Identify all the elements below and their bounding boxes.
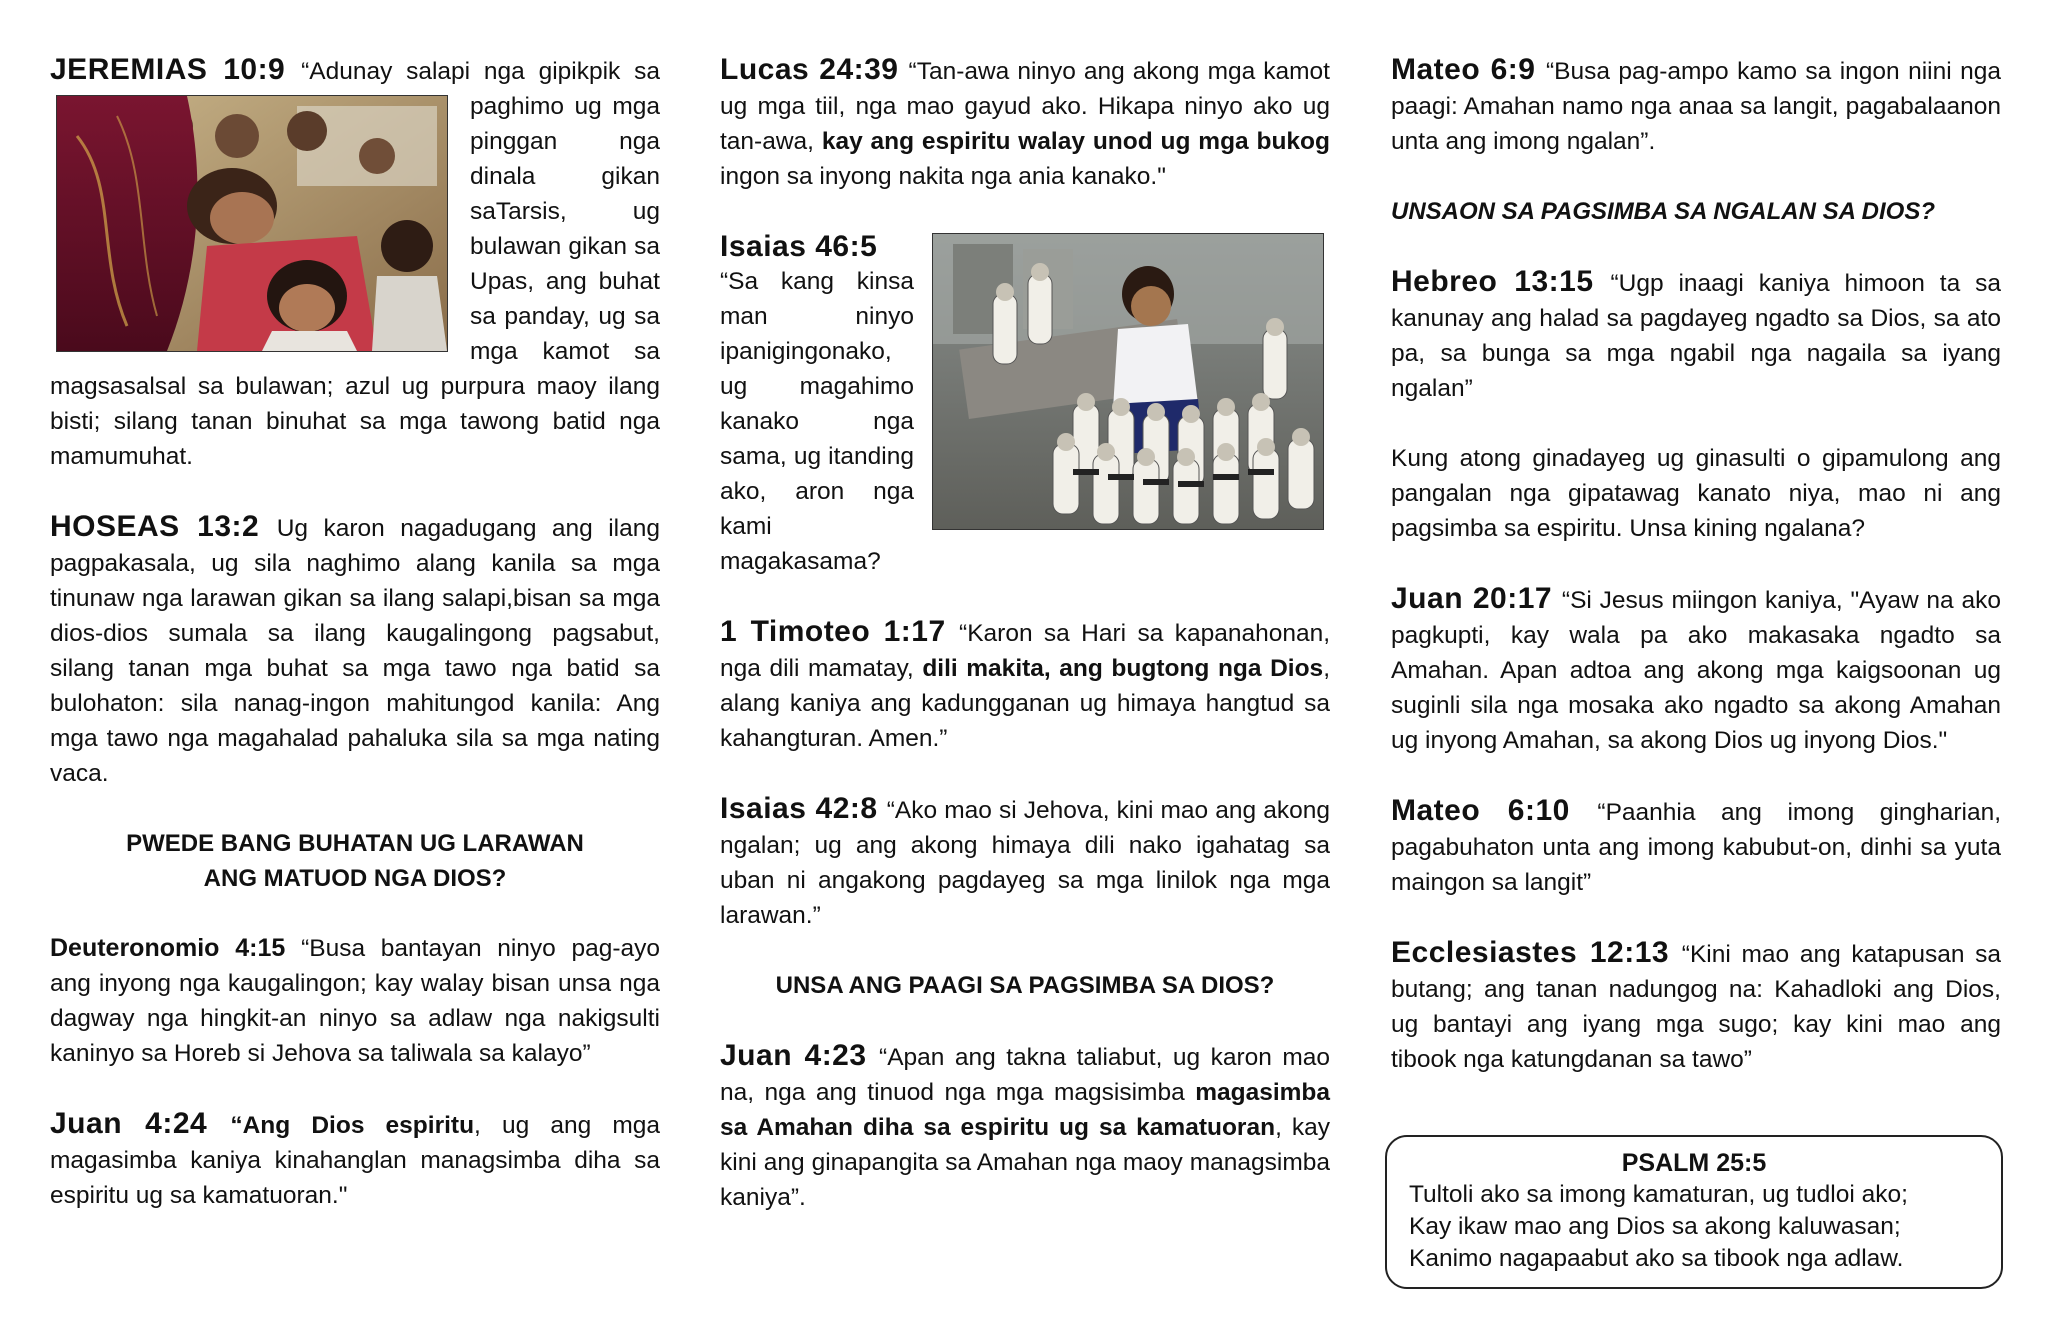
isaias-42-passage xyxy=(720,791,1330,933)
verse-text-hebreo: “Ugp inaagi kaniya himoon ta sa kanunay ang halad sa pagdayeg ngadto sa Dios, sa ato pa, sa bunga sa mga ngabil nga nagaila sa iyang ngalan” xyxy=(1391,270,2001,402)
section-heading-paagi: UNSA ANG PAAGI SA PAGSIMBA SA DIOS? xyxy=(775,972,1275,999)
verse-ref-mateo-6-10: Mateo 6:10 xyxy=(1391,794,1598,827)
column-right xyxy=(1391,52,2001,1112)
verse-text-lucas-1: “Tan-awa ninyo ang akong mga kamot ug mga tiil, nga mao gayud ako. Hikapa ninyo ako ug tan-awa, xyxy=(720,58,1330,155)
heading-line-2: ANG MATUOD NGA DIOS? xyxy=(203,865,507,892)
verse-text-isaias-42: “Ako mao si Jehova, kini mao ang akong ngalan; ug ang akong himaya dili nako igahatag sa uban ni angakong pagdayeg sa mga linilok nga mga larawan.” xyxy=(720,797,1330,929)
column-left xyxy=(50,52,660,1248)
verse-text-timoteo-1: “Karon sa Hari sa kapanahonan, nga dili mamatay, xyxy=(720,620,1331,682)
section-heading-larawan xyxy=(50,826,660,896)
verse-text-juan-4-23-1: “Apan ang takna taliabut, ug karon mao na, nga ang tinuod nga mga magsisimba xyxy=(720,1044,1330,1106)
psalm-line-2: Kay ikaw mao ang Dios sa akong kaluwasan; xyxy=(1409,1213,1901,1240)
verse-text-jeremias: “Adunay salapi nga gipikpik sa paghimo ug mga pinggan nga dinala gikan saTarsis, ug bulawan gikan sa Upas, ang buhat sa panday, ug sa mga kamot sa magsasalsal sa bulawan; azul ug purpura maoy ilang bisti; silang tanan binuhat sa mga tawong batid nga mamumuhat. xyxy=(50,58,660,470)
hebreo-passage xyxy=(1391,264,2001,406)
verse-ref-jeremias: JEREMIAS 10:9 xyxy=(50,53,302,86)
verse-bold-juan-4-24: “Ang Dios espiritu xyxy=(230,1112,475,1139)
verse-ref-hoseas: HOSEAS 13:2 xyxy=(50,510,277,543)
ecclesiastes-passage xyxy=(1391,935,2001,1077)
jeremias-passage xyxy=(50,52,660,474)
deuteronomio-passage xyxy=(50,931,660,1071)
verse-ref-lucas: Lucas 24:39 xyxy=(720,53,909,86)
verse-ref-hebreo: Hebreo 13:15 xyxy=(1391,265,1611,298)
psalm-box xyxy=(1385,1135,2003,1289)
psalm-line-1: Tultoli ako sa imong kamaturan, ug tudloi ako; xyxy=(1409,1181,1908,1208)
verse-text-deuteronomio: “Busa bantayan ninyo pag-ayo ang inyong nga kaugalingon; kay walay bisan unsa nga dagway nga hingkit-an ninyo sa adlaw nga nakigsulti kaninyo sa Horeb si Jehova sa taliwala sa kalayo” xyxy=(50,935,661,1067)
photo-image xyxy=(933,234,1323,529)
verse-ref-timoteo: 1 Timoteo 1:17 xyxy=(720,615,960,648)
timoteo-passage xyxy=(720,614,1330,756)
photo-devotees-kissing-robe xyxy=(56,95,448,352)
verse-text-lucas-2: ingon sa inyong nakita nga ania kanako." xyxy=(720,163,1166,190)
verse-bold-timoteo: dili makita, ang bugtong nga Dios xyxy=(922,655,1324,682)
kung-paragraph: Kung atong ginadayeg ug ginasulti o gipamulong ang pangalan nga gipatawag kanato niya, mao ni ang pagsimba sa espiritu. Unsa kining ngalana? xyxy=(1391,445,2001,542)
photo-image xyxy=(57,96,447,351)
lucas-passage xyxy=(720,52,1330,194)
mateo-6-9-passage xyxy=(1391,52,2001,159)
juan-4-24-passage xyxy=(50,1106,660,1213)
verse-ref-ecclesiastes: Ecclesiastes 12:13 xyxy=(1391,936,1682,969)
heading-line-1: PWEDE BANG BUHATAN UG LARAWAN xyxy=(126,830,584,857)
verse-text-juan-4-24: , ug ang mga magasimba kaniya kinahanglan managsimba diha sa espiritu ug sa kamatuoran." xyxy=(50,1112,660,1209)
photo-carver-statues xyxy=(932,233,1324,530)
verse-ref-mateo-6-9: Mateo 6:9 xyxy=(1391,53,1546,86)
verse-bold-juan-4-23: magasimba sa Amahan diha sa espiritu ug sa kamatuoran xyxy=(720,1079,1330,1141)
verse-text-mateo-6-9: “Busa pag-ampo kamo sa ingon niini nga paagi: Amahan namo nga anaa sa langit, pagabalaanon unta ang imong ngalan”. xyxy=(1391,58,2001,155)
verse-ref-isaias-42: Isaias 42:8 xyxy=(720,792,887,825)
verse-text-isaias-46: “Sa kang kinsa man ninyo ipanigingonako, ug magahimo kanako nga sama, ug itanding ako, aron nga kami magakasama? xyxy=(720,268,914,575)
verse-text-juan-4-23-2: , kay kini ang ginapangita sa Amahan nga maoy managsimba kaniya”. xyxy=(720,1114,1330,1211)
verse-text-mateo-6-10: “Paanhia ang imong gingharian, pagabuhaton unta ang imong kabubut-on, dinhi sa yuta maingon sa langit” xyxy=(1391,799,2001,896)
verse-bold-lucas: kay ang espiritu walay unod ug mga bukog xyxy=(821,128,1330,155)
verse-ref-juan-20-17: Juan 20:17 xyxy=(1391,582,1562,615)
psalm-title: PSALM 25:5 xyxy=(1621,1149,1767,1177)
section-heading-ngalan: UNSAON SA PAGSIMBA SA NGALAN SA DIOS? xyxy=(1391,198,1936,225)
verse-text-ecclesiastes: “Kini mao ang katapusan sa butang; ang tanan nadungog na: Kahadloki ang Dios, ug bantayi ang iyang mga sugo; kay kini mao ang tibook nga katungdanan sa tawo” xyxy=(1391,941,2002,1073)
verse-text-hoseas: Ug karon nagadugang ang ilang pagpakasala, ug sila naghimo alang kanila sa mga tinunaw nga larawan gikan sa ilang salapi,bisan sa mga dios-dios sumala sa ilang kaugalingong pagsabut, silang tanan mga buhat sa mga tawo nga batid sa bulohaton: sila nanag-ingon mahitungod kanila: Ang mga tawo nga magahalad pahaluka sila sa mga nating vaca. xyxy=(50,515,660,787)
psalm-line-3: Kanimo nagapaabut ako sa tibook nga adlaw. xyxy=(1409,1245,1904,1272)
verse-ref-deuteronomio: Deuteronomio 4:15 xyxy=(50,934,302,962)
isaias-46-passage xyxy=(720,229,1330,579)
verse-text-timoteo-2: , alang kaniya ang kadungganan ug himaya hangtud sa kahangturan. Amen.” xyxy=(720,655,1330,752)
verse-text-juan-20-17: “Si Jesus miingon kaniya, "Ayaw na ako pagkupti, kay wala pa ako makasaka ngadto sa Amahan. Apan adtoa ang akong mga kaigsoonan ug suginli sila nga mosaka ako ngadto sa akong Amahan ug inyong Amahan, sa akong Dios ug inyong Dios." xyxy=(1391,587,2001,754)
column-middle xyxy=(720,52,1330,1250)
verse-ref-isaias-46: Isaias 46:5 xyxy=(720,230,878,263)
verse-ref-juan-4-24: Juan 4:24 xyxy=(50,1107,231,1140)
hoseas-passage xyxy=(50,509,660,791)
juan-4-23-passage xyxy=(720,1038,1330,1215)
verse-ref-juan-4-23: Juan 4:23 xyxy=(720,1039,880,1072)
juan-20-17-passage xyxy=(1391,581,2001,758)
mateo-6-10-passage xyxy=(1391,793,2001,900)
